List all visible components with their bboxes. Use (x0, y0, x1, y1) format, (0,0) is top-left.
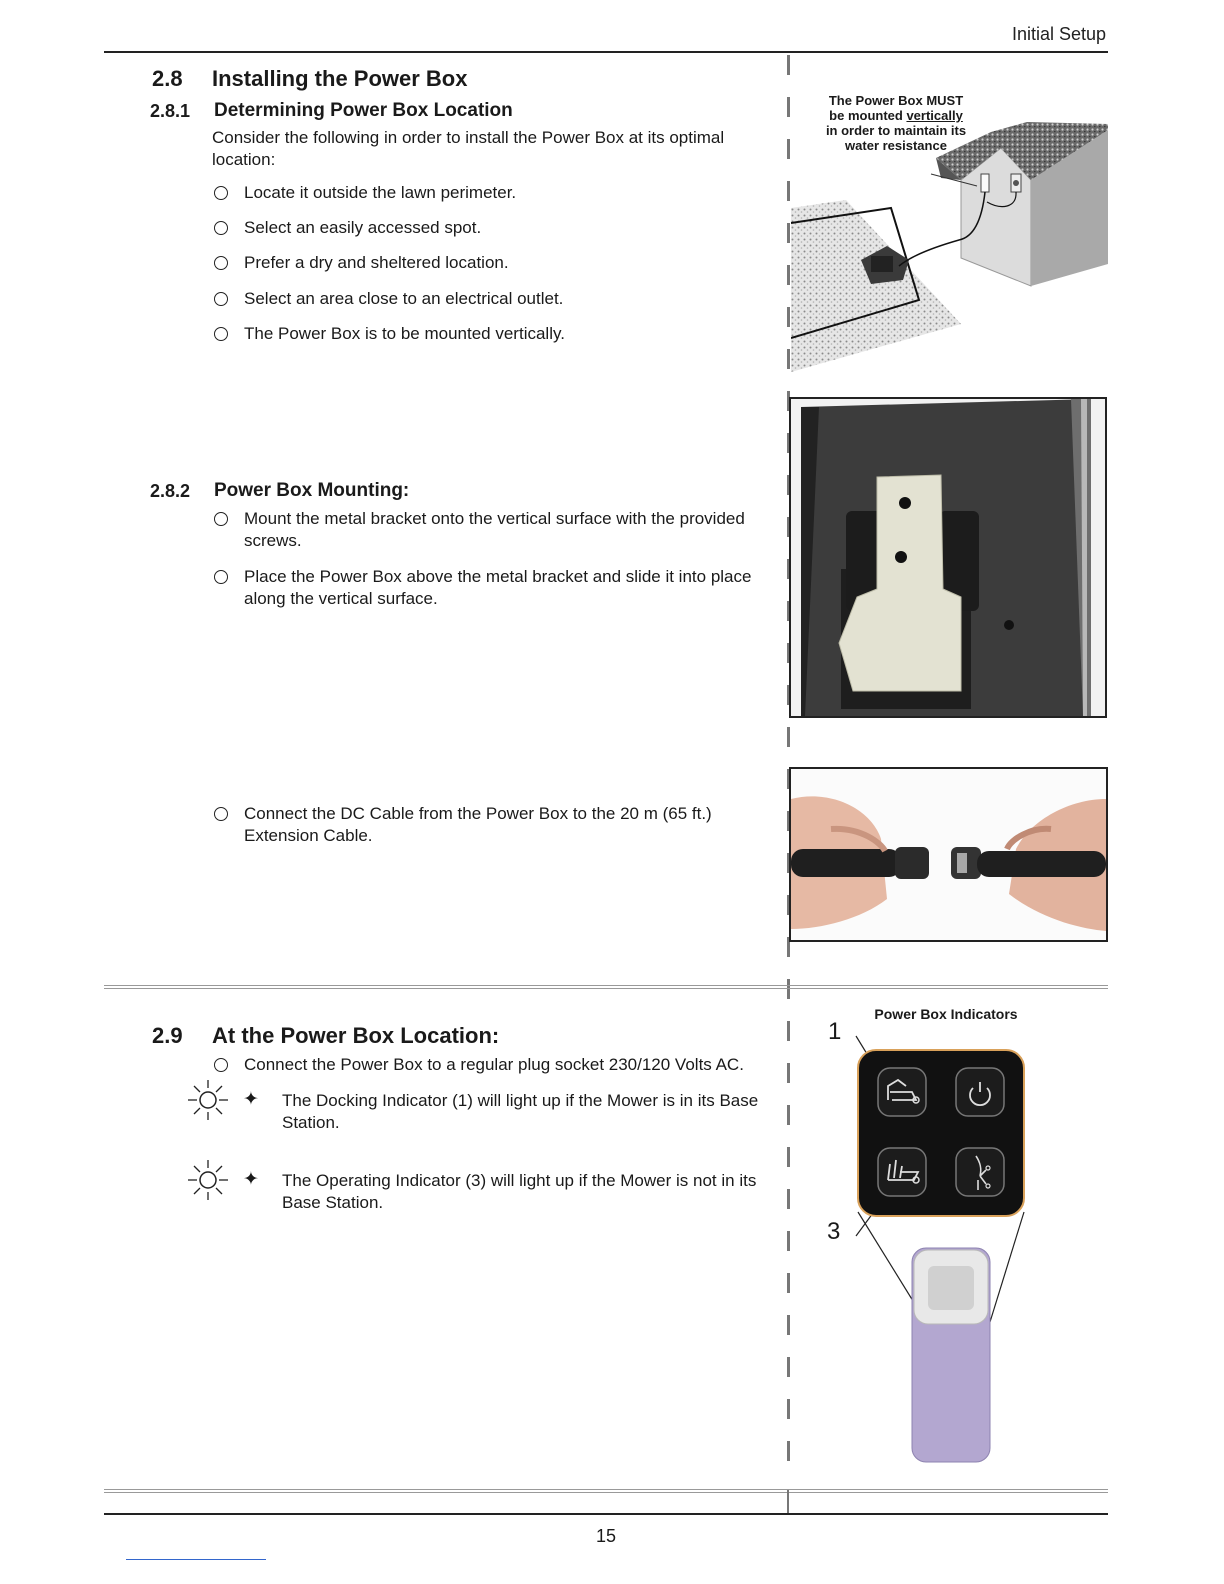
cable-hands-drawing (791, 769, 1106, 940)
power-box-indicator-figure (840, 1030, 1040, 1470)
note-text: The Docking Indicator (1) will light up if the Mower is in its Base Station. (282, 1091, 759, 1132)
subsection-title: Determining Power Box Location (214, 100, 513, 121)
bracket-drawing (791, 399, 1105, 716)
column-separator-end (787, 1490, 789, 1514)
four-point-star-icon: ✦ (243, 1169, 259, 1190)
section-divider (104, 1489, 1108, 1493)
running-header: Initial Setup (1011, 24, 1106, 44)
note-text: The Operating Indicator (3) will light up if the Mower is not in its Base Station. (282, 1171, 757, 1212)
callout-label: 1 (828, 1018, 842, 1045)
section-number: 2.9 (152, 1023, 183, 1048)
bullet-circle-icon (214, 256, 228, 270)
subsection-number: 2.8.1 (150, 101, 191, 121)
subsection-number: 2.8.2 (150, 481, 191, 501)
bullet-circle-icon (214, 327, 228, 341)
bullet-circle-icon (214, 221, 228, 235)
section-divider (104, 985, 1108, 989)
bullet-circle-icon (214, 512, 228, 526)
bullet-circle-icon (214, 292, 228, 306)
section-number: 2.8 (152, 66, 183, 91)
figure-caption: The Power Box MUST be mounted vertically in order to maintain its water resistance (825, 93, 967, 153)
sun-light-icon (186, 1080, 230, 1120)
cable-connector-photo (789, 767, 1108, 942)
bullet-circle-icon (214, 186, 228, 200)
intro-paragraph: Consider the following in order to install the Power Box at its optimal location: (212, 128, 725, 169)
footer-rule (104, 1513, 1108, 1515)
section-title: At the Power Box Location: (212, 1023, 500, 1048)
footnote-link-rule (126, 1559, 266, 1560)
bullet-circle-icon (214, 570, 228, 584)
page-number: 15 (595, 1526, 617, 1546)
bullet-circle-icon (214, 1058, 228, 1072)
sun-light-icon (186, 1160, 230, 1200)
column-separator (787, 55, 790, 1470)
four-point-star-icon: ✦ (243, 1089, 259, 1110)
callout-label: 3 (827, 1218, 841, 1245)
bracket-photo (789, 397, 1107, 718)
indicators-caption: Power Box Indicators (874, 1006, 1018, 1022)
house-illustration (791, 88, 1108, 378)
section-title: Installing the Power Box (212, 66, 468, 91)
subsection-title: Power Box Mounting: (214, 480, 410, 501)
bullet-circle-icon (214, 807, 228, 821)
header-rule (104, 51, 1108, 53)
